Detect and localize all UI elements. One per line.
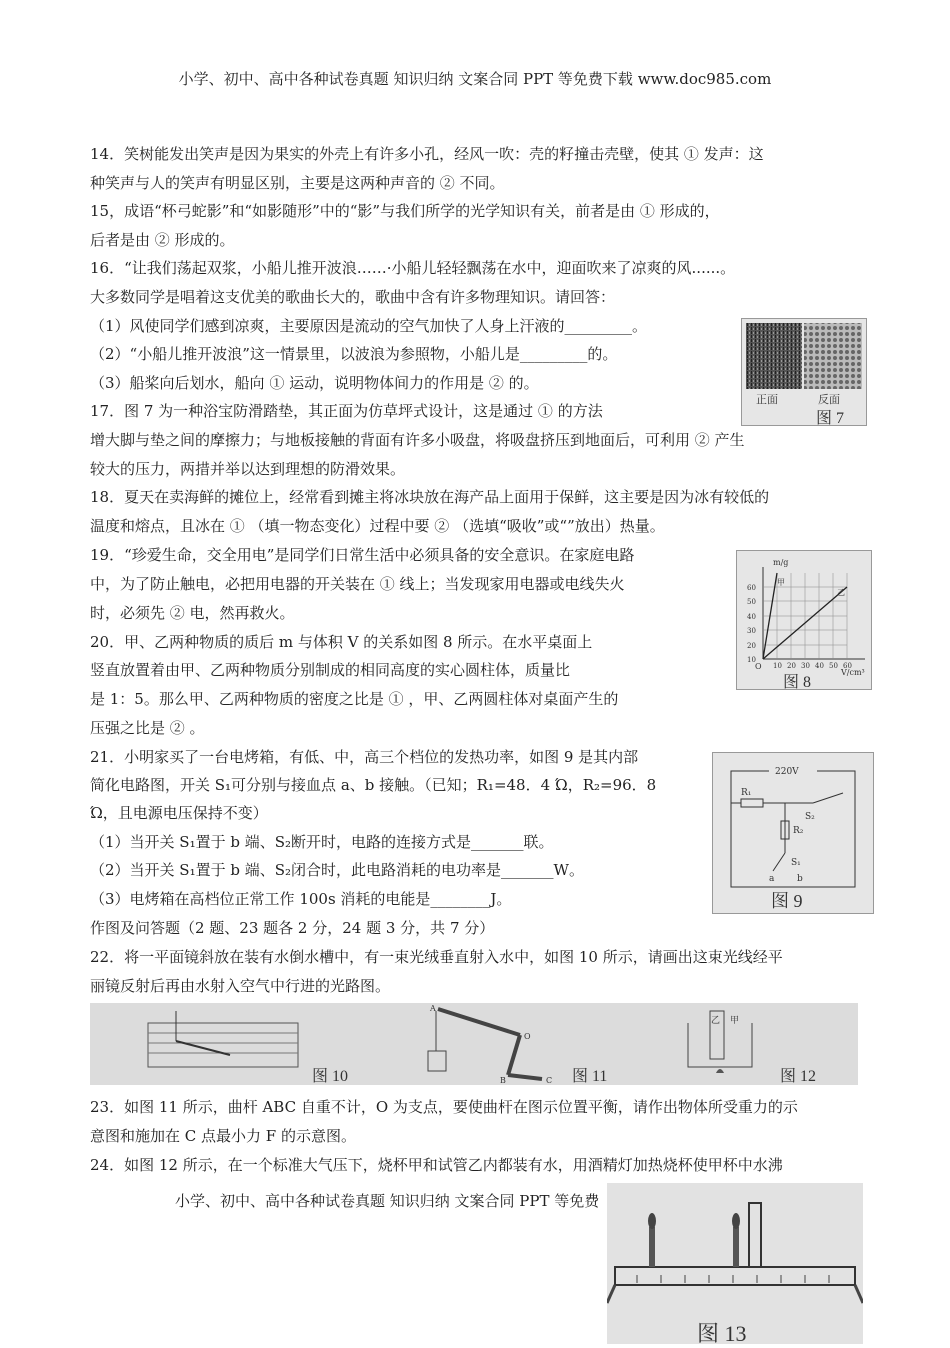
front-label: 正面 [756,394,778,406]
figure-11-caption: 图 11 [572,1068,608,1085]
text-line: 意图和施加在 C 点最小力 F 的示意图。 [90,1127,356,1145]
svg-text:220V: 220V [775,767,799,777]
text-line: 21．小明家买了一台电烤箱，有低、中，高三个档位的发热功率，如图 9 是其内部 [90,748,639,766]
text-line: 大多数同学是唱着这支优美的歌曲长大的，歌曲中含有许多物理知识。请回答： [90,288,616,306]
text-line: 24．如图 12 所示，在一个标准大气压下，烧杯甲和试管乙内都装有水，用酒精灯加热烧杯使甲杯中水沸 [90,1156,783,1174]
text-line: 是 1：5。那么甲、乙两种物质的密度之比是 ① ，甲、乙两圆柱体对桌面产生的 [90,690,619,708]
figure-13 [607,1183,863,1344]
svg-text:20: 20 [787,662,796,670]
svg-text:R₂: R₂ [793,826,804,836]
text-line: 后者是由 ② 形成的。 [90,231,235,249]
text-line: 16．“让我们荡起双浆，小船儿推开波浪……·小船儿轻轻飘荡在水中，迎面吹来了凉爽的风......。 [90,259,736,277]
svg-text:10: 10 [747,656,756,664]
svg-text:20: 20 [747,642,756,650]
svg-text:b: b [797,874,803,884]
x-axis-label: V/cm³ [841,668,865,677]
figure-9-caption: 图 9 [771,891,803,911]
figure-7 [741,318,867,426]
svg-text:50: 50 [829,662,838,670]
svg-text:C: C [546,1076,553,1085]
text-line: 22．将一平面镜斜放在装有水倒水槽中，有一束光绒垂直射入水中，如图 10 所示，请画出这束光线经平 [90,948,783,966]
figure-13-caption: 图 13 [697,1321,747,1346]
svg-text:甲: 甲 [777,578,785,587]
page-footer: 小学、初中、高中各种试卷真题 知识归纳 文案合同 PPT 等免费 [175,1192,600,1210]
text-line: 简化电路图，开关 S₁可分别与接血点 a、b 接触。（已知；R₁=48．4 Ώ，R₂=96．8 [90,776,657,794]
text-line: 较大的压力，两措并举以达到理想的防滑效果。 [90,460,406,478]
text-line: （3）电烤箱在高档位正常工作 100s 消耗的电能是________J。 [90,890,512,908]
text-line: 压强之比是 ② 。 [90,719,205,737]
text-line: 温度和熔点，且冰在 ① （填一物态变化）过程中要 ② （选填“吸收”或“”放出）热量。 [90,517,665,535]
text-line: 23．如图 11 所示，曲杆 ABC 自重不计，O 为支点，要使曲杆在图示位置平衡，请作出物体所受重力的示 [90,1098,798,1116]
text-line: 20．甲、乙两种物质的质后 m 与体积 V 的关系如图 8 所示。在水平桌面上 [90,633,593,651]
text-line: （1）风使同学们感到凉爽，主要原因是流动的空气加快了人身上汗液的_________。 [90,317,648,335]
figure-12-caption: 图 12 [780,1068,817,1085]
svg-text:R₁: R₁ [741,788,752,798]
figure-8 [736,550,872,690]
svg-text:30: 30 [747,627,756,635]
text-line: （1）当开关 S₁置于 b 端、S₂断开时，电路的连接方式是_______联。 [90,833,554,851]
svg-text:40: 40 [747,613,756,621]
svg-text:S₂: S₂ [805,812,815,822]
svg-text:10: 10 [773,662,782,670]
text-line: 18．夏天在卖海鲜的摊位上，经常看到摊主将冰块放在海产品上面用于保鲜，这主要是因为冰有较低的 [90,488,770,506]
text-line: 时，必须先 ② 电，然再救火。 [90,604,295,622]
svg-text:S₁: S₁ [791,858,801,868]
text-line: 15，成语“杯弓蛇影”和“如影随形”中的“影”与我们所学的光学知识有关，前者是由 ① 形成的， [90,202,720,220]
svg-text:O: O [755,662,762,671]
svg-text:50: 50 [747,598,756,606]
text-line: Ώ，且电源电压保持不变） [90,804,268,822]
figures-10-12-strip [90,1003,858,1085]
svg-text:乙: 乙 [837,588,845,597]
bath-mat-photo [742,319,866,425]
figure-8-caption: 图 8 [783,674,812,691]
figures-10-12-drawing [90,1003,858,1085]
svg-text:B: B [500,1076,506,1085]
svg-text:A: A [430,1004,436,1013]
text-line: 竖直放置着由甲、乙两种物质分别制成的相同高度的实心圆柱体，质量比 [90,661,571,679]
figure-10-caption: 图 10 [312,1068,349,1085]
svg-text:30: 30 [801,662,810,670]
svg-text:乙: 乙 [711,1016,721,1026]
text-line: 14．笑树能发出笑声是因为果实的外壳上有许多小孔，经风一吹：壳的籽撞击壳壁，使其 ① 发声：这 [90,145,764,163]
text-line: 17．图 7 为一种浴宝防滑踏垫，其正面为仿草坪式设计，这是通过 ① 的方法 [90,402,603,420]
text-line: （2）“小船儿推开波浪”这一情景里，以波浪为参照物，小船儿是_________的。 [90,345,618,363]
svg-text:60: 60 [843,662,852,670]
svg-text:a: a [769,874,775,884]
y-axis-label: m/g [773,558,789,567]
text-line: 中，为了防止触电，必把用电器的开关装在 ① 线上；当发现家用电器或电线失火 [90,575,625,593]
text-line: （3）船桨向后划水，船向 ① 运动，说明物体间力的作用是 ② 的。 [90,374,539,392]
text-line: 种笑声与人的笑声有明显区别，主要是这两种声音的 ② 不同。 [90,174,505,192]
back-label: 反面 [818,394,840,406]
figure-7-caption: 图 7 [816,410,845,427]
page-header: 小学、初中、高中各种试卷真题 知识归纳 文案合同 PPT 等免费下载 www.doc985.com [178,70,772,88]
text-line: 作图及问答题（2 题、23 题各 2 分，24 题 3 分，共 7 分） [90,919,495,937]
text-line: 增大脚与垫之间的摩擦力；与地板接触的背面有许多小吸盘，将吸盘挤压到地面后，可利用 ② 产生 [90,431,745,449]
text-line: 19．“珍爱生命，交全用电”是同学们日常生活中必须具备的安全意识。在家庭电路 [90,546,635,564]
svg-text:O: O [524,1032,531,1041]
svg-text:40: 40 [815,662,824,670]
text-line: 丽镜反射后再由水射入空气中行进的光路图。 [90,977,391,995]
svg-text:60: 60 [747,584,756,592]
svg-text:甲: 甲 [730,1016,740,1026]
text-line: （2）当开关 S₁置于 b 端、S₂闭合时，此电路消耗的电功率是_______W。 [90,861,584,879]
figure-9 [712,752,874,914]
